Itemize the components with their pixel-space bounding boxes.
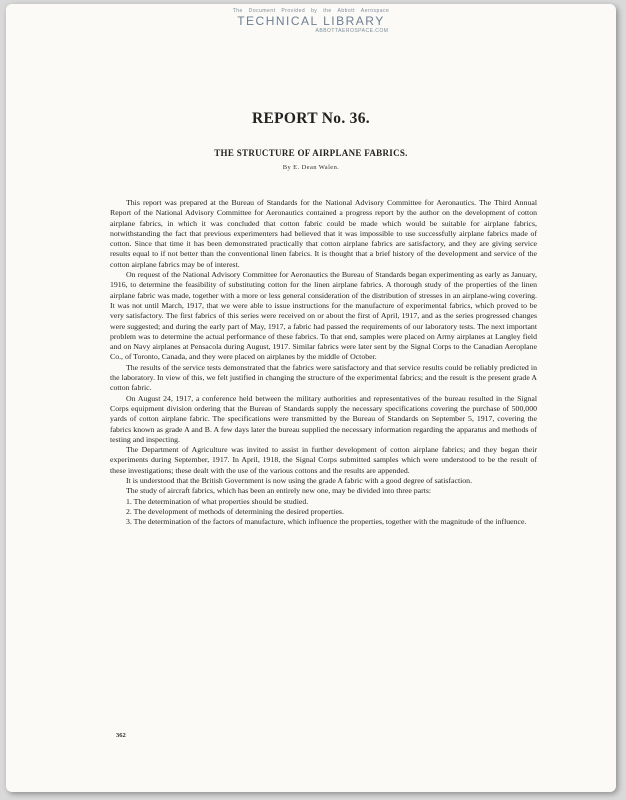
paragraph: It is understood that the British Government is now using the grade A fabric with a good degree of satisfaction.: [126, 476, 473, 486]
banner-word: the: [323, 8, 332, 14]
list-item: 2. The development of methods of determining the desired properties.: [126, 506, 344, 516]
banner-word: Abbott: [337, 8, 355, 14]
watermark-banner: [6, 8, 616, 34]
report-title: REPORT No. 36.: [252, 110, 370, 127]
paragraph: This report was prepared at the Bureau of Standards for the National Advisory Committee for Aeronautics. The Third Annual Report of the National Advisory Committee for Aeronautics contained a progress report by the author on the development of cotton airplane fabrics, in which it was concluded that cotton fabric could be made which would be suitable for airplane fabrics, notwithstanding the fact that previous experimenters had believed that it was impossible to use successfully airplane fabrics made of cotton. Since that time it has been demonstrated practically that cotton airplane fabrics are satisfactory, and they are giving service results equal to if not better than the conventional linen fabrics. It is thought that a brief history of the development and service of the cotton airplane fabrics may be of interest.: [110, 198, 537, 269]
paragraph: On request of the National Advisory Committee for Aeronautics the Bureau of Standards began experimenting as early as January, 1916, to determine the feasibility of substituting cotton for the linen airplane fabrics. A thorough study of the properties of the linen airplane fabric was made, together with a more or less general consideration of the distribution of stresses in an airplane-wing covering. It was not until March, 1917, that we were able to issue instructions for the manufacture of experimental fabrics, which proved to be very satisfactory. The first fabrics of this series were received on or about the first of April, 1917, and as the series progressed changes were suggested; and during the early part of May, 1917, a fabric had passed the requirements of our laboratory tests. The next important problem was to determine the actual performance of these fabrics. To that end, samples were placed on Army airplanes at Langley field and on Navy airplanes at Pensacola during August, 1917. Similar fabrics were later sent by the Signal Corps to the Canadian Aeroplane Co., of Toronto, Canada, and they were placed on airplanes by the middle of October.: [110, 270, 537, 362]
banner-word: The: [232, 8, 243, 14]
paragraph: The study of aircraft fabrics, which has been an entirely new one, may be divided into three parts:: [126, 486, 432, 496]
paragraph: The results of the service tests demonstrated that the fabrics were satisfactory and that service results could be reliably predicted in the laboratory. In view of this, we felt justified in changing the structure of the experimental fabrics; and the result is the present grade A cotton fabric.: [110, 362, 537, 393]
banner-word: Document: [248, 8, 276, 14]
paragraph: The Department of Agriculture was invited to assist in further development of cotton airplane fabrics; and they began their experiments during September, 1917. In April, 1918, the Signal Corps submitted samples which were understood to be the result of these investigations; these dealt with the use of the various cottons and the results are appended.: [110, 445, 537, 475]
paragraph: On August 24, 1917, a conference held between the military authorities and representatives of the bureau resulted in the Signal Corps equipment division ordering that the Bureau of Standards supply the necessary specifications covering the purchase of 500,000 yards of cotton airplane fabric. The specifications were transmitted by the Bureau of Standards on September 5, 1917, covering the fabrics known as grade A and B. A few days later the bureau supplied the necessary information regarding the apparatus and methods of testing and inspecting.: [110, 393, 537, 444]
banner-word: by: [311, 8, 318, 14]
banner-word: Provided: [281, 8, 306, 14]
report-subtitle: THE STRUCTURE OF AIRPLANE FABRICS.: [214, 148, 408, 158]
document-page: [6, 4, 616, 792]
banner-site: ABBOTTAEROSPACE.COM: [315, 28, 389, 34]
banner-word: Aerospace: [360, 8, 390, 14]
page-number: 362: [116, 732, 126, 739]
banner-library: TECHNICAL LIBRARY: [237, 14, 385, 28]
report-author: By E. Dean Walen.: [282, 164, 340, 171]
report-body: [110, 198, 537, 528]
list-item: 1. The determination of what properties should be studied.: [126, 496, 309, 506]
list-item: 3. The determination of the factors of manufacture, which influence the properties, together with the magnitude of the influence.: [126, 517, 527, 527]
